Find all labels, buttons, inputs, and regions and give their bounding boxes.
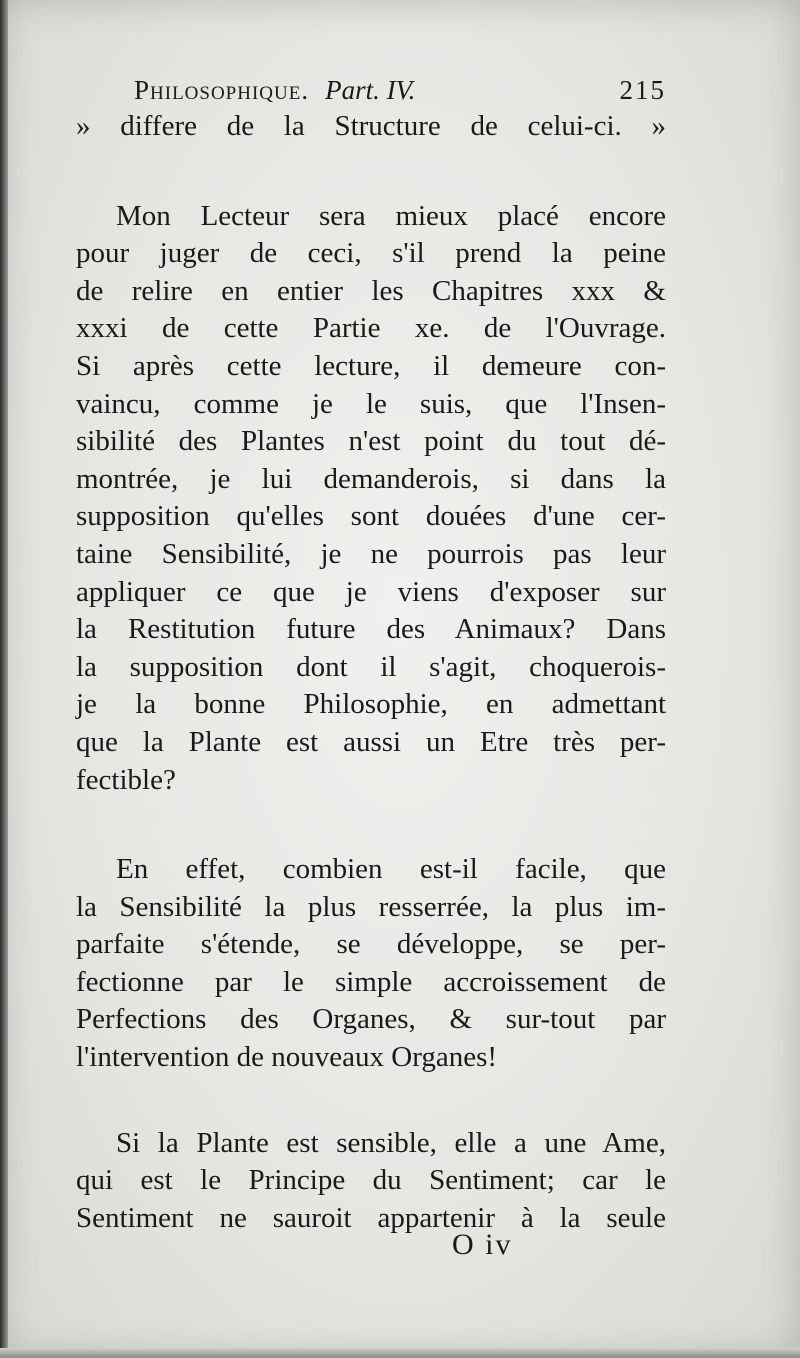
text-line: taine Sensibilité, je ne pourrois pas leur — [76, 537, 666, 570]
running-title: Philosophique. — [134, 75, 310, 105]
text-line: Perfections des Organes, & sur-tout par — [76, 1003, 666, 1036]
text-line: Mon Lecteur sera mieux placé encore — [116, 199, 666, 232]
text-line: fectible? — [76, 763, 176, 796]
text-line: » differe de la Structure de celui-ci. » — [76, 110, 666, 142]
part-label: Part. IV. — [325, 75, 416, 105]
text-line: la Restitution future des Animaux? Dans — [76, 613, 666, 646]
page-gutter-edge — [0, 0, 8, 1358]
paragraph-gap — [76, 799, 666, 851]
text-line: vaincu, comme je le suis, que l'Insen- — [76, 387, 666, 420]
text-line: montrée, je lui demanderois, si dans la — [76, 462, 666, 495]
text-line: l'intervention de nouveaux Organes! — [76, 1041, 498, 1074]
text-line: Si la Plante est sensible, elle a une Ame, — [116, 1126, 666, 1159]
text-line: fectionne par le simple accroissement de — [76, 965, 666, 998]
text-line: je la bonne Philosophie, en admettant — [76, 688, 666, 721]
page-text — [76, 72, 666, 1237]
page-number: 215 — [619, 75, 666, 105]
page-bottom-edge — [0, 1348, 800, 1358]
text-line: Si après cette lecture, il demeure con- — [76, 349, 666, 382]
text-line: de relire en entier les Chapitres xxx & — [76, 274, 666, 307]
text-line: qui est le Principe du Sentiment; car le — [76, 1164, 666, 1197]
text-line: la Sensibilité la plus resserrée, la plus im- — [76, 890, 666, 923]
text-line: appliquer ce que je viens d'exposer sur — [76, 575, 666, 608]
text-line: sibilité des Plantes n'est point du tout dé- — [76, 425, 666, 458]
text-line: parfaite s'étende, se développe, se per- — [76, 928, 666, 961]
text-line: xxxi de cette Partie xe. de l'Ouvrage. — [76, 312, 666, 345]
text-line: que la Plante est aussi un Etre très per- — [76, 725, 666, 758]
text-line: Sentiment ne sauroit appartenir à la seule — [76, 1201, 666, 1234]
paragraph-gap — [76, 146, 666, 198]
text-line: supposition qu'elles sont douées d'une cer- — [76, 500, 666, 533]
text-line: En effet, combien est-il facile, que — [116, 853, 666, 886]
text-line: la supposition dont il s'agit, choquerois- — [76, 650, 666, 683]
running-header — [76, 72, 666, 108]
signature-mark: O iv — [452, 1228, 513, 1261]
text-line: pour juger de ceci, s'il prend la peine — [76, 237, 666, 270]
paragraph-gap — [76, 1077, 666, 1125]
